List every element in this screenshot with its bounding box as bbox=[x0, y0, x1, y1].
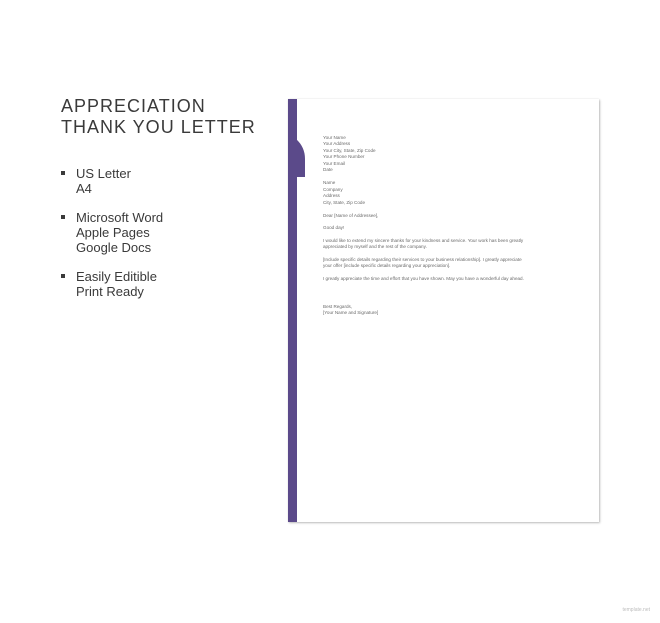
title-line-2: THANK YOU LETTER bbox=[61, 117, 256, 137]
greeting: Good day! bbox=[323, 225, 345, 231]
paragraph-2-line: your offer [include specific details regarding your appreciation]. bbox=[323, 263, 451, 269]
feature-group-qualities bbox=[61, 269, 261, 299]
sender-line: Your Phone Number bbox=[323, 154, 365, 160]
recipient-line: City, State, Zip Code bbox=[323, 199, 366, 205]
feature-list bbox=[61, 166, 261, 313]
feature-item: A4 bbox=[76, 181, 92, 196]
paragraph-1-line: I would like to extend my sincere thanks for your kindness and service. Your work has been greatly bbox=[323, 237, 524, 243]
recipient-line: Name bbox=[323, 180, 336, 186]
sender-line: Your Email bbox=[323, 160, 346, 166]
recipient-line: Company bbox=[323, 186, 343, 192]
paragraph-1-line: appreciated by myself and the rest of the company. bbox=[323, 244, 427, 250]
feature-item: Apple Pages bbox=[76, 225, 150, 240]
title-line-1: APPRECIATION bbox=[61, 96, 206, 116]
feature-item: Print Ready bbox=[76, 284, 144, 299]
bullet-icon bbox=[61, 215, 65, 219]
feature-group-software bbox=[61, 210, 261, 255]
feature-item: Easily Editible bbox=[76, 269, 157, 284]
sender-line: Your City, State, Zip Code bbox=[323, 147, 376, 153]
watermark: template.net bbox=[622, 607, 650, 613]
document-preview[interactable] bbox=[288, 99, 599, 522]
feature-item: Microsoft Word bbox=[76, 210, 164, 225]
recipient-line: Address bbox=[323, 193, 340, 199]
closing: Best Regards, bbox=[323, 303, 353, 309]
feature-item: US Letter bbox=[76, 166, 131, 181]
document-accent-tab bbox=[288, 99, 306, 177]
feature-item: Google Docs bbox=[76, 240, 152, 255]
sender-line: Your Name bbox=[323, 135, 346, 140]
sender-line: Your Address bbox=[323, 141, 351, 147]
signature: [Your Name and Signature] bbox=[323, 310, 379, 316]
letter-body bbox=[323, 135, 583, 317]
bullet-icon bbox=[61, 171, 65, 175]
page-title bbox=[61, 96, 256, 138]
paragraph-2-line: [Include specific details regarding their services to your business relationship]. I greatly appreciate bbox=[323, 256, 522, 262]
bullet-icon bbox=[61, 274, 65, 278]
sender-line: Date bbox=[323, 167, 333, 173]
salutation: Dear [Name of Addressee], bbox=[323, 213, 379, 219]
paragraph-3: I greatly appreciate the time and effort that you have shown. May you have a wonderful day ahead. bbox=[323, 275, 524, 281]
feature-group-formats bbox=[61, 166, 261, 196]
